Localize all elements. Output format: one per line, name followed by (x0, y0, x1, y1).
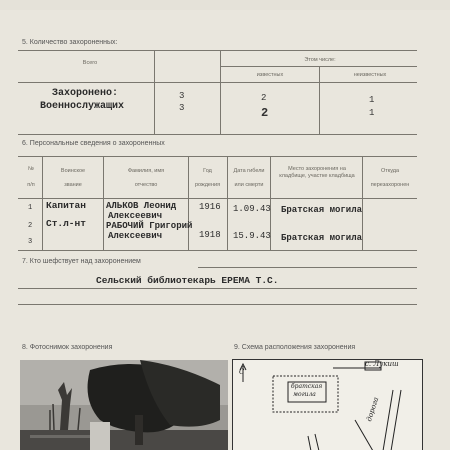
row1-patronymic: Алексеевич (108, 211, 163, 221)
table5-header-unknown: неизвестных (353, 72, 387, 78)
table6-header-name: Фамилия, имя (127, 168, 165, 174)
table6-header-no: № (28, 166, 34, 172)
table5-soldiers-total: 3 (179, 103, 185, 113)
row2-no: 2 (28, 222, 33, 230)
schema-road-label: дорога (365, 396, 381, 423)
row1-year: 1916 (199, 202, 221, 212)
section7-line-1 (198, 267, 417, 268)
table6-header-from-sub: перезахоронен (370, 182, 410, 188)
table6-header-no-sub: п/п (27, 182, 35, 188)
row2-death: 15.9.43 (233, 231, 271, 241)
table6-header-from: Откуда (380, 168, 400, 174)
table5-row-buried-label: Захоронено: (52, 88, 119, 99)
table5-header-known: известных (256, 72, 284, 78)
section-9-title: 9. Схема расположения захоронения (234, 344, 356, 351)
table6-header-death-sub: или смерти (234, 182, 264, 188)
section7-patron: Сельский библиотекарь ЕРЕМА Т.С. (96, 275, 279, 286)
table6-header-rank: Воинское (60, 168, 86, 174)
grave-photo (20, 360, 228, 450)
schema-village-label: с. Лукиш (365, 360, 399, 368)
table5-soldiers-unknown: 1 (369, 108, 375, 118)
section7-line-2 (18, 288, 417, 289)
row2-patronymic: Алексеевич (108, 231, 163, 241)
schema-north-label: С (239, 368, 245, 376)
table5-buried-unknown: 1 (369, 95, 375, 105)
table6-header-place: Место захоронения на кладбище, участке кладбища (279, 166, 355, 180)
table5-vline-3 (319, 66, 320, 134)
row1-rank: Капитан (46, 200, 86, 211)
table6-top-line (18, 156, 417, 157)
table6-header-rank-sub: звание (64, 182, 82, 188)
photo-image (20, 360, 228, 450)
row2-rank: Ст.л-нт (46, 218, 86, 229)
row2-year: 1918 (199, 230, 221, 240)
table6-vline-1 (42, 156, 43, 250)
schema-grave-label-1: братская (291, 383, 323, 390)
table5-bottom-line (18, 134, 417, 135)
table6-vline-2 (103, 156, 104, 250)
section7-line-3 (18, 304, 417, 305)
table5-top-line (18, 50, 417, 51)
table5-row-soldiers-label: Военнослужащих (40, 101, 125, 112)
section-6-title: 6. Персональные сведения о захороненных (22, 140, 165, 147)
table5-buried-known: 2 (261, 93, 267, 103)
row1-no: 1 (28, 204, 33, 212)
location-schema (232, 359, 423, 450)
table6-header-death: Дата гибели (233, 168, 265, 174)
table5-vline-2 (220, 50, 221, 134)
row2-name: РАБОЧИЙ Григорий (106, 221, 193, 231)
row2-place: Братская могила (281, 233, 363, 243)
section-8-title: 8. Фотоснимок захоронения (22, 344, 113, 351)
schema-drawing (233, 360, 422, 450)
table5-soldiers-known: 2 (261, 106, 269, 120)
section-5-title: 5. Количество захороненных: (22, 39, 118, 46)
section-7-title: 7. Кто шефствует над захоронением (22, 258, 141, 265)
row1-place: Братская могила (281, 205, 363, 215)
table6-vline-6 (362, 156, 363, 250)
table5-header-total: Всего (82, 60, 98, 66)
table6-bottom-line (18, 250, 417, 251)
table5-header-of-them: Этом числе: (304, 57, 336, 63)
page-top-edge (0, 0, 450, 10)
table6-header-year-sub: рождения (194, 182, 221, 188)
table5-header-line (18, 82, 417, 83)
table6-header-year: Год (203, 168, 212, 174)
table6-header-name-sub: отчество (134, 182, 158, 188)
schema-grave-label-2: могила (293, 391, 316, 398)
table5-buried-total: 3 (179, 91, 185, 101)
row1-death: 1.09.43 (233, 204, 271, 214)
table5-vline-1 (154, 50, 155, 134)
row3-no: 3 (28, 238, 33, 246)
row1-name: АЛЬКОВ Леонид (106, 201, 177, 211)
table6-header-line (18, 198, 417, 199)
